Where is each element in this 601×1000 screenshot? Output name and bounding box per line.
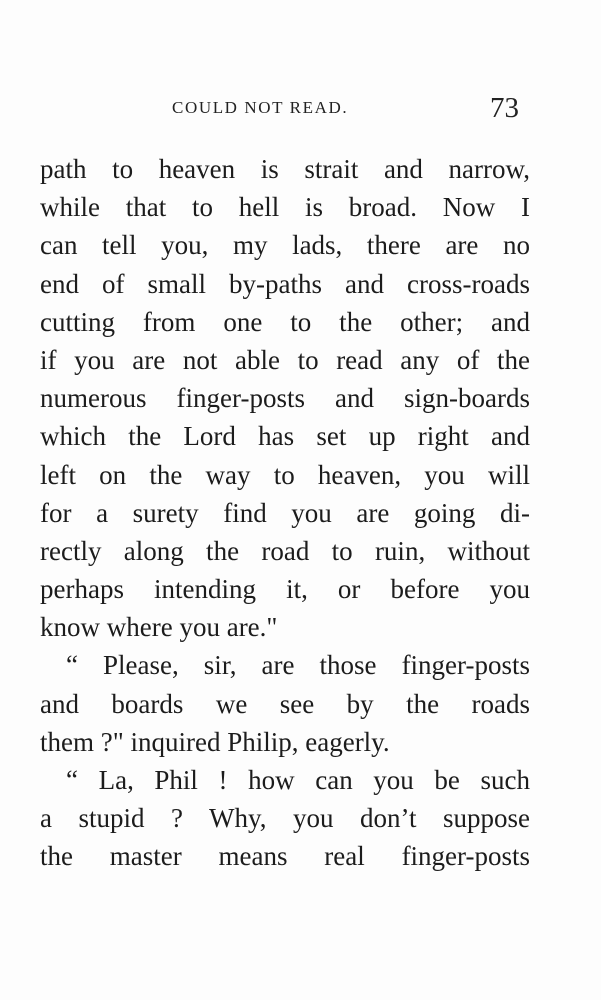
text-line: for a surety find you are going di-	[40, 497, 530, 528]
body-text	[40, 150, 530, 876]
text-line: “ Please, sir, are those finger-posts	[66, 650, 530, 681]
text-line: can tell you, my lads, there are no	[40, 230, 530, 261]
text-line: perhaps intending it, or before you	[40, 574, 530, 605]
text-line: “ La, Phil ! how can you be such	[66, 765, 530, 795]
running-title: COULD NOT READ.	[172, 98, 349, 117]
text-line: a stupid ? Why, you don’t suppose	[40, 803, 530, 834]
page-number: 73	[490, 92, 519, 124]
text-line: which the Lord has set up right and	[40, 421, 530, 452]
text-line: them ?" inquired Philip, eagerly.	[40, 726, 390, 757]
running-head	[0, 92, 601, 132]
text-line: numerous finger-posts and sign-boards	[40, 383, 530, 414]
text-line: while that to hell is broad. Now I	[40, 192, 530, 223]
text-line: know where you are."	[40, 612, 278, 643]
text-line: left on the way to heaven, you will	[40, 459, 530, 490]
text-line: end of small by-paths and cross-roads	[40, 268, 530, 299]
text-line: and boards we see by the roads	[40, 688, 530, 719]
text-line: if you are not able to read any of the	[40, 344, 530, 375]
text-line: cutting from one to the other; and	[40, 306, 530, 337]
text-line: rectly along the road to ruin, without	[40, 535, 530, 566]
text-line: path to heaven is strait and narrow,	[40, 154, 530, 184]
text-line: the master means real finger-posts	[40, 841, 530, 872]
